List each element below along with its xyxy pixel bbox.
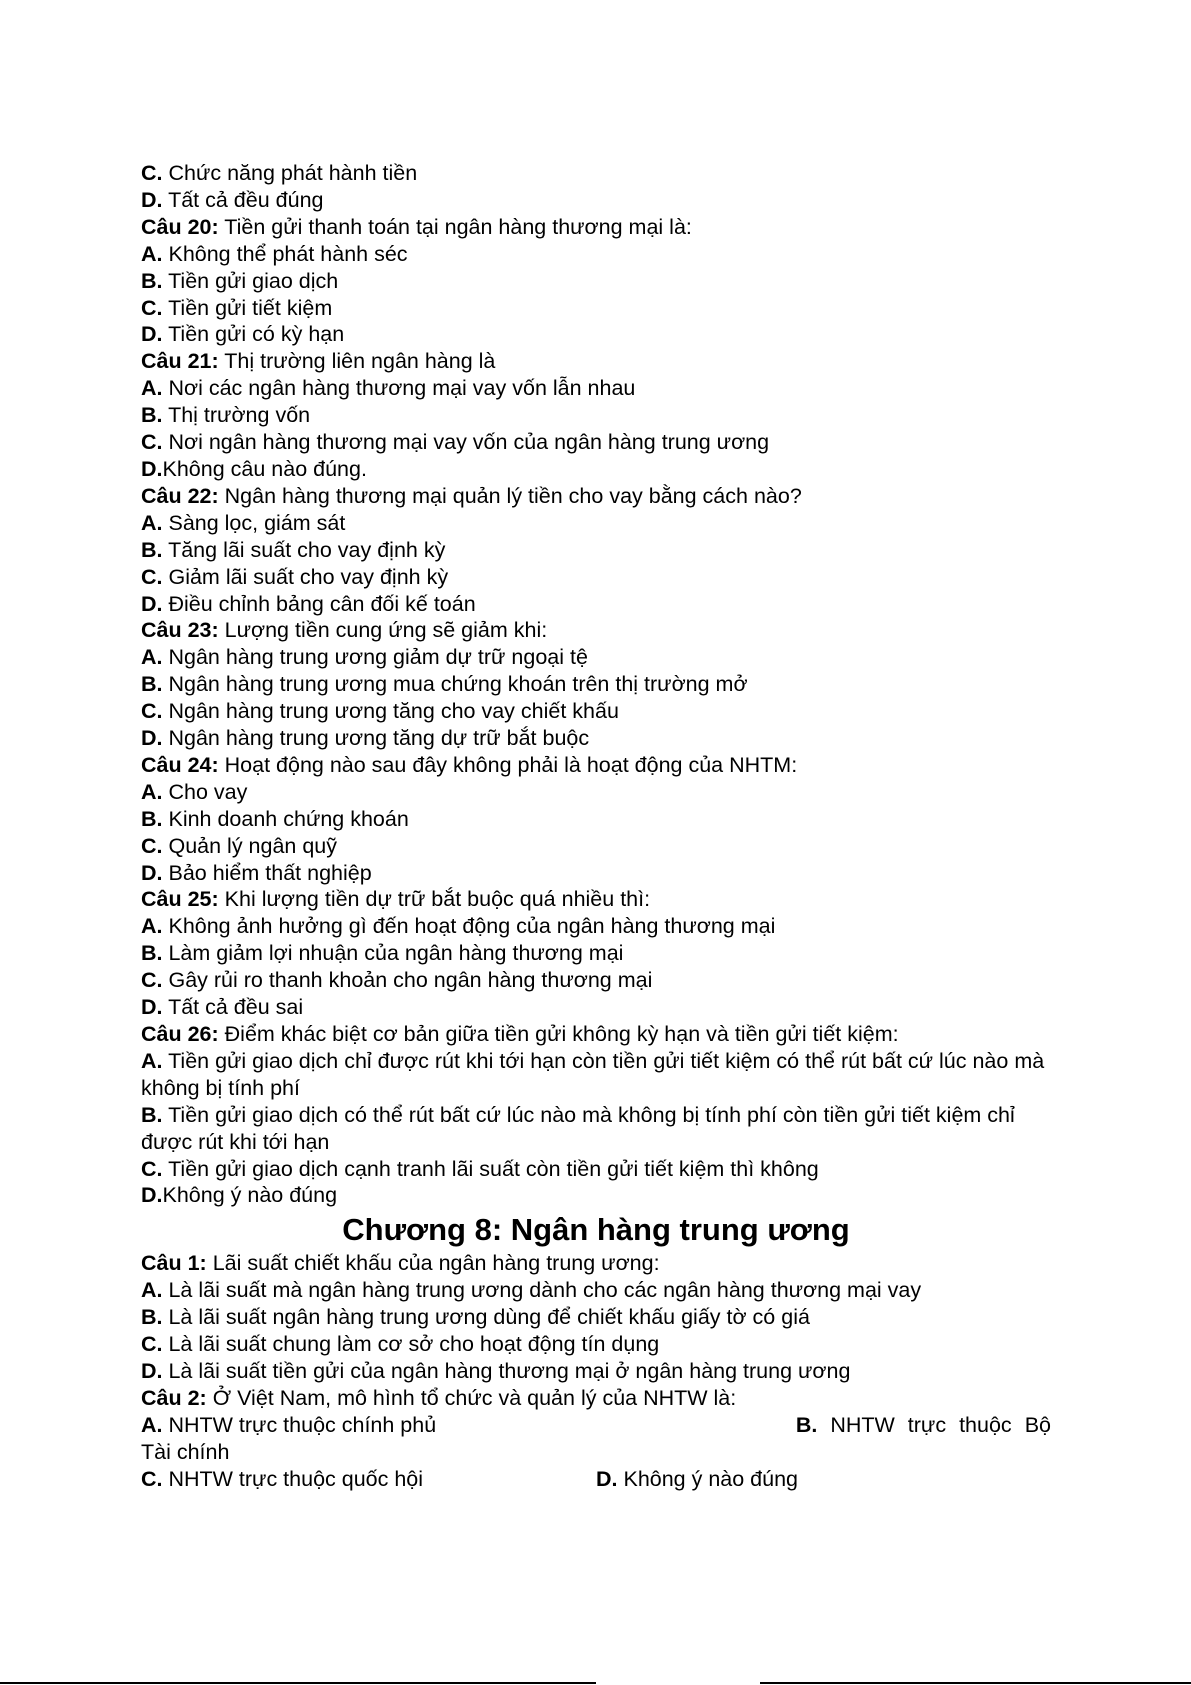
answer-option [141,967,1051,994]
option-label: C. [141,1332,163,1357]
option-label: C. [141,968,163,993]
option-text: Bảo hiểm thất nghiệp [162,860,372,885]
option-text: Kinh doanh chứng khoán [162,806,409,831]
answer-option [141,860,1051,887]
option-b [796,1412,1051,1439]
option-label: C. [141,161,163,185]
answer-option [141,537,1051,564]
option-label: A. [141,1278,163,1303]
option-text-word: trực [907,1412,947,1437]
question-number: Câu 26: [141,1022,219,1046]
questions-block-chapter-8 [141,1250,1051,1411]
answer-option [141,644,1051,671]
option-text: Gây rủi ro thanh khoản cho ngân hàng thương mại [162,968,653,993]
option-text: Tất cả đều sai [162,995,304,1020]
option-text: Ngân hàng trung ương giảm dự trữ ngoại tệ [162,645,588,670]
option-label: D. [596,1466,618,1491]
question-2-options-cd [141,1466,1051,1493]
option-text: Ngân hàng trung ương tăng dự trữ bắt buộc [162,726,590,751]
option-label: B. [141,1305,163,1330]
question-number: Câu 20: [141,214,219,239]
question-line [141,214,1051,241]
option-label: D. [141,1183,163,1208]
answer-option [141,1182,1051,1209]
answer-option [141,321,1051,348]
option-text: Quản lý ngân quỹ [162,833,338,858]
answer-option [141,268,1051,295]
answer-option [141,779,1051,806]
option-text: Tiền gửi có kỳ hạn [162,322,345,347]
answer-option [141,994,1051,1021]
option-label: C. [141,564,163,589]
option-text: Không câu nào đúng. [162,456,367,481]
answer-option [141,1102,1051,1156]
answer-option [141,187,1051,214]
option-label: B. [141,268,163,293]
option-label: A. [141,241,163,266]
option-text: Giảm lãi suất cho vay định kỳ [162,564,449,589]
option-text: Không ý nào đúng [617,1466,799,1491]
answer-option [141,295,1051,322]
option-text: Là lãi suất chung làm cơ sở cho hoạt động tín dụng [162,1332,660,1357]
option-label: D. [141,726,163,751]
option-label: D. [141,860,163,885]
answer-option [141,241,1051,268]
option-text: Tiền gửi giao dịch chỉ được rút khi tới hạn còn tiền gửi tiết kiệm có thể rút bất cứ lúc nào mà không bị tính phí [141,1048,1045,1100]
question-text: Tiền gửi thanh toán tại ngân hàng thương mại là: [218,214,692,239]
option-label: A. [141,510,163,535]
answer-option [141,160,1051,187]
option-label: A. [141,376,163,401]
option-text: Không ảnh hưởng gì đến hoạt động của ngân hàng thương mại [162,914,776,939]
option-text-word: NHTW [830,1412,895,1437]
option-label: C. [141,1466,163,1491]
question-number: Câu 21: [141,349,219,374]
chapter-title: Chương 8: Ngân hàng trung ương [342,1212,850,1248]
option-text: Là lãi suất tiền gửi của ngân hàng thương mại ở ngân hàng trung ương [162,1358,851,1383]
answer-option [141,1156,1051,1183]
option-a [141,1413,436,1437]
questions-block-chapter-7 [141,160,1051,1209]
question-2-options-ab [141,1412,1051,1439]
option-label: C. [141,1156,163,1181]
answer-option [141,510,1051,537]
question-text: Lãi suất chiết khấu của ngân hàng trung ương: [206,1251,660,1276]
answer-option [141,564,1051,591]
answer-option [141,940,1051,967]
option-text: Là lãi suất ngân hàng trung ương dùng để chiết khấu giấy tờ có giá [162,1305,810,1330]
option-text: Ngân hàng trung ương tăng cho vay chiết khấu [162,699,619,724]
option-text: Chức năng phát hành tiền [162,161,418,185]
answer-option [141,671,1051,698]
option-text: Tiền gửi giao dịch có thể rút bất cứ lúc nào mà không bị tính phí còn tiền gửi tiết kiệm chỉ được rút khi tới hạn [141,1102,1015,1154]
question-text: Hoạt động nào sau đây không phải là hoạt động của NHTM: [218,752,798,777]
answer-option [141,402,1051,429]
option-label: A. [141,779,163,804]
question-text: Khi lượng tiền dự trữ bắt buộc quá nhiều thì: [218,887,651,912]
option-text: Nơi ngân hàng thương mại vay vốn của ngân hàng trung ương [162,430,770,455]
option-text: Không ý nào đúng [162,1183,338,1208]
question-number: Câu 1: [141,1251,207,1276]
option-text: Ngân hàng trung ương mua chứng khoán trên thị trường mở [162,672,748,697]
option-text: NHTW trực thuộc quốc hội [162,1466,424,1491]
option-text: Sàng lọc, giám sát [162,510,346,535]
option-text: Làm giảm lợi nhuận của ngân hàng thương mại [162,941,624,966]
option-label: C. [141,295,163,320]
option-text: Cho vay [162,779,248,804]
answer-option [141,375,1051,402]
option-label: B. [141,672,163,697]
option-text: NHTW trực thuộc chính phủ [162,1412,437,1437]
option-label: D. [141,322,163,347]
question-line [141,617,1051,644]
option-label: B. [141,403,163,428]
option-label: D. [141,456,163,481]
answer-option [141,1304,1051,1331]
question-number: Câu 24: [141,752,219,777]
answer-option [141,456,1051,483]
option-label: A. [141,914,163,939]
question-text: Ở Việt Nam, mô hình tổ chức và quản lý của NHTW là: [206,1385,737,1410]
option-d [596,1466,798,1493]
option-label: D. [141,187,163,212]
question-line [141,1250,1051,1277]
question-text: Thị trường liên ngân hàng là [218,349,496,374]
answer-option [141,591,1051,618]
option-label: B. [141,806,163,831]
option-text: Không thể phát hành séc [162,241,408,266]
question-number: Câu 23: [141,618,219,643]
option-label: D. [141,1358,163,1383]
option-text: Tăng lãi suất cho vay định kỳ [162,537,446,562]
answer-option [141,1358,1051,1385]
answer-option [141,1277,1051,1304]
option-label: B. [141,1102,163,1127]
question-number: Câu 2: [141,1385,207,1410]
option-label: C. [141,430,163,455]
option-label: D. [141,591,163,616]
option-text: Tiền gửi giao dịch [162,268,339,293]
option-label: C. [141,699,163,724]
option-c [141,1467,423,1491]
option-text-word: Bộ [1024,1412,1051,1437]
question-line [141,886,1051,913]
option-text: Tiền gửi tiết kiệm [162,295,333,320]
footer-rule [0,1682,1191,1684]
answer-option [141,698,1051,725]
option-label: B. [141,537,163,562]
question-line [141,348,1051,375]
question-line [141,483,1051,510]
option-text: Nơi các ngân hàng thương mại vay vốn lẫn nhau [162,376,636,401]
answer-option [141,1331,1051,1358]
answer-option [141,1048,1051,1102]
answer-option [141,806,1051,833]
option-text: Thị trường vốn [162,403,311,428]
question-line [141,1021,1051,1048]
option-text-word: thuộc [959,1412,1012,1437]
question-number: Câu 22: [141,483,219,508]
option-text: Là lãi suất mà ngân hàng trung ương dành cho các ngân hàng thương mại vay [162,1278,922,1303]
option-label: D. [141,995,163,1020]
option-label: A. [141,1412,163,1437]
page-content [141,160,1051,1492]
option-b-continuation: Tài chính [141,1439,230,1464]
question-text: Điểm khác biệt cơ bản giữa tiền gửi không kỳ hạn và tiền gửi tiết kiệm: [218,1022,899,1046]
question-text: Lượng tiền cung ứng sẽ giảm khi: [218,618,548,643]
answer-option [141,913,1051,940]
question-text: Ngân hàng thương mại quản lý tiền cho vay bằng cách nào? [218,483,802,508]
question-line [141,752,1051,779]
option-text: Tiền gửi giao dịch cạnh tranh lãi suất còn tiền gửi tiết kiệm thì không [162,1156,819,1181]
option-label: A. [141,645,163,670]
option-label: B. [795,1412,818,1437]
option-text: Điều chỉnh bảng cân đối kế toán [162,591,476,616]
question-line [141,1385,1051,1412]
answer-option [141,429,1051,456]
option-label: C. [141,833,163,858]
option-label: B. [141,941,163,966]
option-text: Tất cả đều đúng [162,187,324,212]
option-label: A. [141,1048,163,1073]
answer-option [141,833,1051,860]
answer-option [141,725,1051,752]
question-number: Câu 25: [141,887,219,912]
